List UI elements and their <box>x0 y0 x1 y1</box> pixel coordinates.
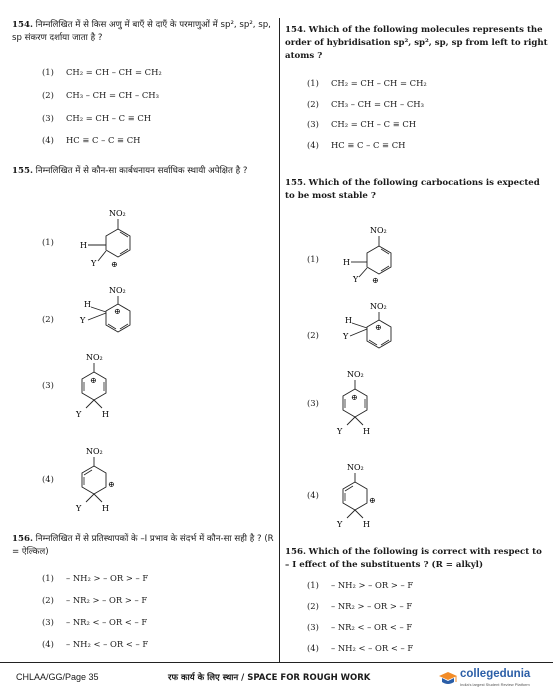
plus-charge: ⊕ <box>375 323 382 332</box>
option-2: (2) CH₃ – CH = CH – CH₃ <box>42 90 159 100</box>
h-label: H <box>80 241 87 250</box>
nitro-label: NO₂ <box>86 447 103 456</box>
y-label: Y <box>337 520 343 529</box>
graduation-cap-icon <box>438 670 458 688</box>
question-155-hi <box>12 165 276 178</box>
question-text: निम्नलिखित में से प्रतिस्थापकों के –I प्रभाव के संदर्भ में कौन-सा सही है ? (R = ऐल्किल) <box>12 534 274 557</box>
question-number: 156. <box>12 534 33 544</box>
plus-charge: ⊕ <box>90 376 97 385</box>
plus-charge: ⊕ <box>111 260 118 269</box>
logo-wordmark: collegedunia <box>460 668 531 680</box>
option-3: (3) – NR₂ < – OR < – F <box>307 622 413 632</box>
question-156-hi <box>12 533 276 559</box>
question-text: Which of the following is correct with respect to – I effect of the substituents ? (R = alkyl) <box>285 547 542 570</box>
option-1: (1) – NH₂ > – OR > – F <box>42 573 149 583</box>
question-number: 156. <box>285 547 306 557</box>
y-label: Y <box>343 332 349 341</box>
nitro-label: NO₂ <box>347 370 364 379</box>
nitro-label: NO₂ <box>347 463 364 472</box>
question-text: Which of the following molecules represents the order of hybridisation sp², sp², sp, sp from left to right atoms ? <box>285 25 548 61</box>
h-label: H <box>345 316 352 325</box>
y-label: Y <box>91 259 97 268</box>
h-label: H <box>363 427 370 436</box>
plus-charge: ⊕ <box>108 480 115 489</box>
option-4: (4) – NH₂ < – OR < – F <box>307 643 414 653</box>
option-1-label: (1) <box>307 254 319 264</box>
question-154-en <box>285 24 549 63</box>
question-text: Which of the following carbocations is expected to be most stable ? <box>285 178 540 201</box>
option-4-label: (4) <box>307 490 319 500</box>
question-text: निम्नलिखित में से कौन-सा कार्बधनायन सर्वाधिक स्थायी अपेक्षित है ? <box>35 166 248 176</box>
structure-option-1 <box>337 222 417 290</box>
page-code: CHLAA/GG/Page 35 <box>16 672 99 682</box>
page-footer <box>0 662 553 694</box>
nitro-label: NO₂ <box>109 209 126 218</box>
logo-tagline: India's largest Student Review Platform <box>460 682 530 687</box>
option-2: (2) – NR₂ > – OR > – F <box>307 601 413 611</box>
option-4-label: (4) <box>42 474 54 484</box>
nitro-label: NO₂ <box>370 302 387 311</box>
option-1: (1) CH₂ = CH – CH = CH₂ <box>307 78 427 88</box>
option-2-label: (2) <box>307 330 319 340</box>
structure-option-1 <box>76 205 156 273</box>
structure-option-4 <box>333 460 393 535</box>
structure-option-3 <box>72 350 132 425</box>
question-156-en <box>285 546 549 572</box>
plus-charge: ⊕ <box>114 307 121 316</box>
y-label: Y <box>76 410 82 419</box>
nitro-label: NO₂ <box>370 226 387 235</box>
question-number: 154. <box>12 20 33 30</box>
question-number: 154. <box>285 25 306 35</box>
option-4: (4) HC ≡ C – C ≡ CH <box>42 135 141 145</box>
y-label: Y <box>80 316 86 325</box>
option-3: (3) CH₂ = CH – C ≡ CH <box>42 113 152 123</box>
structure-option-3 <box>333 367 393 442</box>
option-1: (1) CH₂ = CH – CH = CH₂ <box>42 67 162 77</box>
plus-charge: ⊕ <box>351 393 358 402</box>
structure-option-2 <box>76 282 156 342</box>
column-divider <box>279 18 280 662</box>
option-2: (2) – NR₂ > – OR > – F <box>42 595 148 605</box>
option-4: (4) – NH₂ < – OR < – F <box>42 639 149 649</box>
collegedunia-logo <box>438 667 550 691</box>
option-3-label: (3) <box>42 380 54 390</box>
option-3: (3) – NR₂ < – OR < – F <box>42 617 148 627</box>
option-1-label: (1) <box>42 237 54 247</box>
h-label: H <box>84 300 91 309</box>
y-label: Y <box>337 427 343 436</box>
plus-charge: ⊕ <box>372 276 379 285</box>
rough-work-label: रफ कार्य के लिए स्थान / SPACE FOR ROUGH WORK <box>168 673 371 683</box>
h-label: H <box>363 520 370 529</box>
nitro-label: NO₂ <box>86 353 103 362</box>
hindi-column <box>0 0 279 662</box>
h-label: H <box>343 258 350 267</box>
english-column <box>281 0 553 662</box>
option-3-label: (3) <box>307 398 319 408</box>
question-text: निम्नलिखित में से किस अणु में बाएँ से दाएँ के परमाणुओं में sp², sp², sp, sp संकरण दर्शाया जाता है ? <box>12 20 271 43</box>
h-label: H <box>102 410 109 419</box>
question-number: 155. <box>12 166 33 176</box>
option-4: (4) HC ≡ C – C ≡ CH <box>307 140 406 150</box>
h-label: H <box>102 504 109 513</box>
option-2-label: (2) <box>42 314 54 324</box>
structure-option-4 <box>72 444 132 519</box>
question-155-en <box>285 177 549 203</box>
option-1: (1) – NH₂ > – OR > – F <box>307 580 414 590</box>
nitro-label: NO₂ <box>109 286 126 295</box>
question-number: 155. <box>285 178 306 188</box>
option-3: (3) CH₂ = CH – C ≡ CH <box>307 119 417 129</box>
structure-option-2 <box>337 298 417 358</box>
option-2: (2) CH₃ – CH = CH – CH₃ <box>307 99 424 109</box>
question-154-hi <box>12 19 276 45</box>
y-label: Y <box>76 504 82 513</box>
plus-charge: ⊕ <box>369 496 376 505</box>
y-label: Y <box>353 275 359 284</box>
